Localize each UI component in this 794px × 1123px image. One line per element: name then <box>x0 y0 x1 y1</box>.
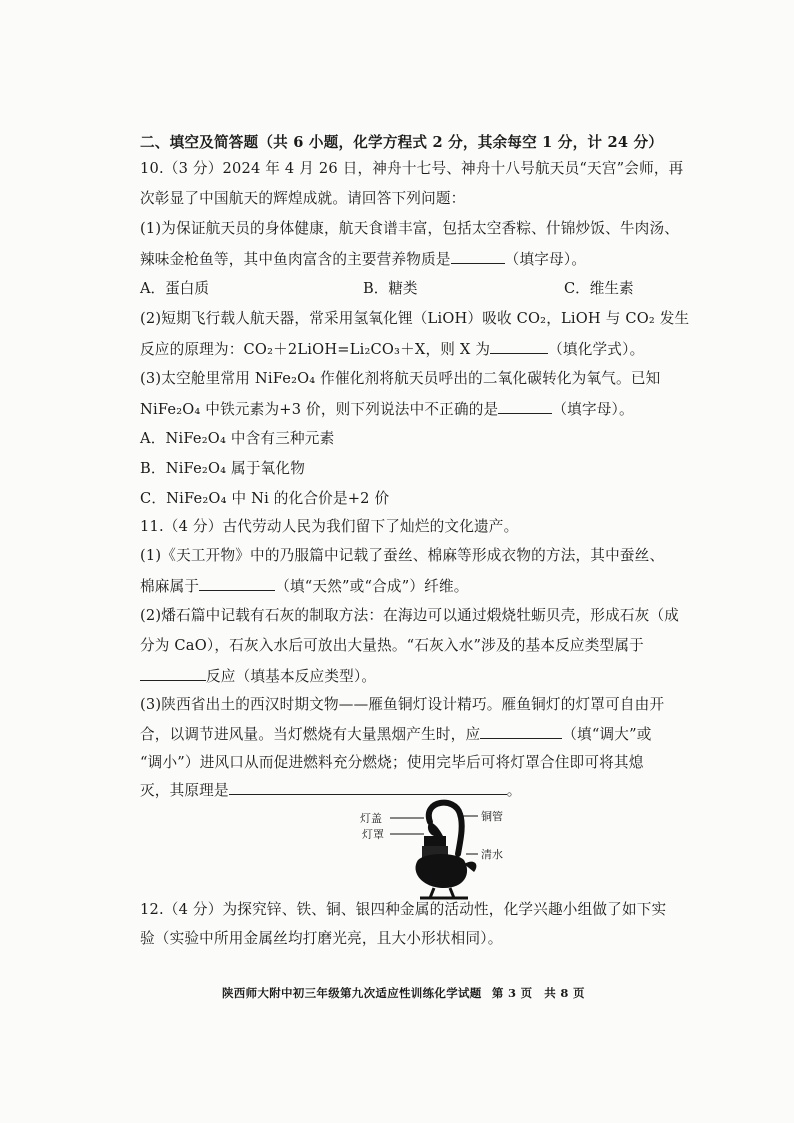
q12-line-2: 验（实验中所用金属丝均打磨光亮，且大小形状相同）。 <box>140 930 503 947</box>
q10-part2-answer-blank[interactable] <box>490 339 548 354</box>
q10-stem-line-2: 次彰显了中国航天的辉煌成就。请回答下列问题： <box>140 190 466 207</box>
q10-part3-answer-blank[interactable] <box>498 399 552 414</box>
q10-part1-line-2 <box>140 249 586 270</box>
label-lamp-cover: 灯盖 <box>360 812 382 825</box>
q10-part3-option-c: C．NiFe₂O₄ 中 Ni 的化合价是+2 价 <box>140 490 390 507</box>
q10-part1-text: 辣味金枪鱼等，其中鱼肉富含的主要营养物质是 <box>140 251 451 268</box>
q11-part1-hint: （填“天然”或“合成”）纤维。 <box>275 578 469 595</box>
footer-page-number: 第 3 页 共 8 页 <box>491 986 585 1000</box>
q10-part3-line-2 <box>140 399 634 420</box>
q11-part1-text: 棉麻属于 <box>140 578 200 595</box>
label-lamp-shade: 灯罩 <box>362 828 384 841</box>
q11-part1-line-2 <box>140 576 469 597</box>
q11-part3-line-2 <box>140 724 652 745</box>
q10-option-b: B．糖类 <box>363 280 418 297</box>
q10-stem-line-1: 10.（3 分）2024 年 4 月 26 日，神舟十七号、神舟十八号航天员“天宫”会师，再 <box>140 160 684 177</box>
q10-part2-line-2 <box>140 339 644 360</box>
q10-part2-line-1: (2)短期飞行载人航天器，常采用氢氧化锂（LiOH）吸收 CO₂，LiOH 与 CO₂ 发生 <box>140 310 690 327</box>
q11-part1-answer-blank[interactable] <box>199 576 275 591</box>
q10-part3-line-1: (3)太空舱里常用 NiFe₂O₄ 作催化剂将航天员呼出的二氧化碳转化为氧气。已知 <box>140 370 661 387</box>
q11-part2-answer-blank[interactable] <box>140 666 206 681</box>
q11-part3-hint: （填“调大”或 <box>562 726 652 743</box>
q10-part3-option-b: B．NiFe₂O₄ 属于氧化物 <box>140 460 305 477</box>
section-title: 二、填空及简答题（共 6 小题，化学方程式 2 分，其余每空 1 分，计 24 分） <box>140 134 664 151</box>
q10-part1-line-1: (1)为保证航天员的身体健康，航天食谱丰富，包括太空香粽、什锦炒饭、牛肉汤、 <box>140 220 680 237</box>
q10-part2-hint: （填化学式）。 <box>548 341 645 358</box>
label-copper-tube: 铜管 <box>481 810 503 823</box>
q10-option-c: C．维生素 <box>564 280 634 297</box>
q11-part3-line-1: (3)陕西省出土的西汉时期文物——雁鱼铜灯设计精巧。雁鱼铜灯的灯罩可自由开 <box>140 696 665 713</box>
label-clear-water: 清水 <box>481 848 503 861</box>
q10-part3-option-a: A．NiFe₂O₄ 中含有三种元素 <box>140 430 335 447</box>
goose-fish-lamp-figure <box>360 792 520 902</box>
q11-stem: 11.（4 分）古代劳动人民为我们留下了灿烂的文化遗产。 <box>140 518 519 535</box>
q11-part3-line-3: “调小”）进风口从而促进燃料充分燃烧；使用完毕后可将灯罩合住即可将其熄 <box>140 754 644 771</box>
footer-exam-title: 陕西师大附中初三年级第九次适应性训练化学试题 <box>222 986 482 1000</box>
q10-option-a: A．蛋白质 <box>140 280 209 297</box>
q11-part3-end: 。 <box>506 782 522 799</box>
q10-part1-answer-blank[interactable] <box>451 249 505 264</box>
q11-part3-text-2: 灭，其原理是 <box>140 782 229 799</box>
q11-part3-answer-blank-1[interactable] <box>480 724 562 739</box>
q10-part3-text: NiFe₂O₄ 中铁元素为+3 价，则下列说法中不正确的是 <box>140 401 499 418</box>
q11-part3-text: 合，以调节进风量。当灯燃烧有大量黑烟产生时，应 <box>140 726 481 743</box>
q11-part2-line-3 <box>140 666 376 687</box>
q11-part1-line-1: (1)《天工开物》中的乃服篇中记载了蚕丝、棉麻等形成衣物的方法，其中蚕丝、 <box>140 547 665 564</box>
q11-part2-hint: 反应（填基本反应类型）。 <box>206 668 377 685</box>
q10-part2-text: 反应的原理为：CO₂＋2LiOH=Li₂CO₃＋X，则 X 为 <box>140 341 491 358</box>
page-footer <box>222 985 591 1001</box>
q12-line-1: 12.（4 分）为探究锌、铁、铜、银四种金属的活动性，化学兴趣小组做了如下实 <box>140 901 667 918</box>
q10-part3-hint: （填字母）。 <box>552 401 634 418</box>
q11-part2-line-1: (2)燔石篇中记载有石灰的制取方法：在海边可以通过煅烧牡蛎贝壳，形成石灰（成 <box>140 607 680 624</box>
q10-part1-hint: （填字母）。 <box>504 251 587 268</box>
q11-part2-line-2: 分为 CaO），石灰入水后可放出大量热。“石灰入水”涉及的基本反应类型属于 <box>140 637 644 654</box>
